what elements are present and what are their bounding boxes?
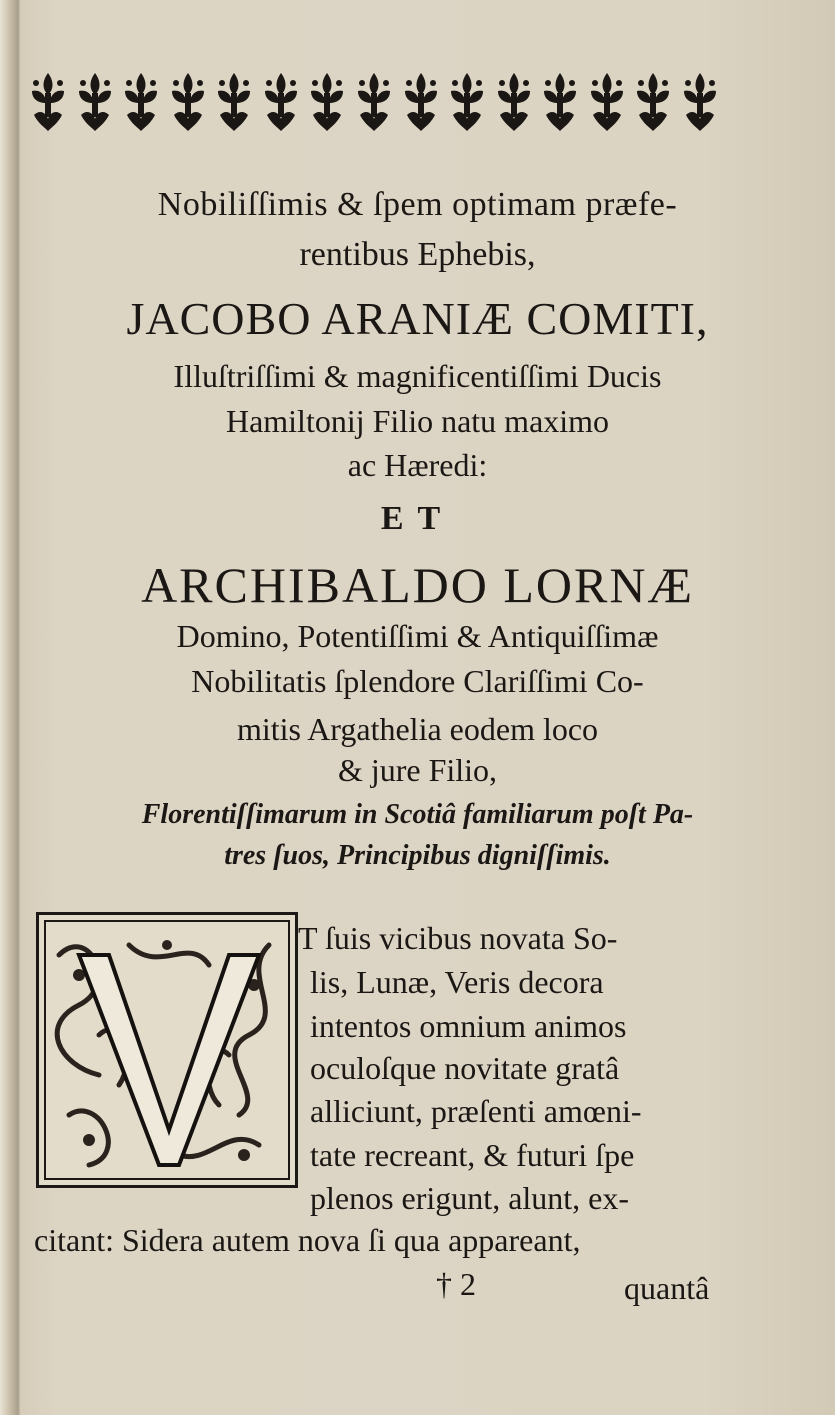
body-line-7: plenos erigunt, alunt, ex- bbox=[310, 1180, 630, 1216]
dedication-line-2: rentibus Ephebis, bbox=[299, 236, 536, 273]
body-line-8: citant: Sidera autem nova ſi qua appareant, bbox=[34, 1222, 581, 1258]
foliage-ornament-icon bbox=[39, 915, 295, 1185]
fleuron-icon bbox=[633, 71, 673, 133]
fleuron-icon bbox=[447, 71, 487, 133]
fleuron-icon bbox=[401, 71, 441, 133]
initial-letter: V bbox=[39, 915, 40, 916]
body-line-5: alliciunt, præſenti amœni- bbox=[310, 1093, 642, 1129]
fleuron-icon bbox=[28, 71, 68, 133]
dedication-conjunction: ET bbox=[380, 500, 455, 537]
body-line-4: oculoſque novitate gratâ bbox=[310, 1050, 620, 1086]
dedication-line-6: ac Hæredi: bbox=[347, 447, 488, 483]
fleuron-icon bbox=[680, 71, 720, 133]
fleuron-icon bbox=[75, 71, 115, 133]
decorated-initial bbox=[36, 912, 298, 1188]
dedication-line-9: Domino, Potentiſſimi & Antiquiſſimæ bbox=[176, 618, 659, 654]
dedication-line-13: Florentiſſimarum in Scotiâ familiarum poſt Pa- bbox=[141, 799, 694, 830]
dedication-line-12: & jure Filio, bbox=[337, 752, 498, 788]
dedicatee-name-2: ARCHIBALDO LORNÆ bbox=[141, 557, 694, 613]
dedication-line-11: mitis Argathelia eodem loco bbox=[236, 711, 599, 747]
body-line-1: T ſuis vicibus novata So- bbox=[298, 920, 618, 956]
fleuron-icon bbox=[494, 71, 534, 133]
dedication-line-5: Hamiltonij Filio natu maximo bbox=[225, 403, 610, 439]
dedication-line-14: tres ſuos, Principibus digniſſimis. bbox=[224, 840, 611, 871]
fleuron-icon bbox=[587, 71, 627, 133]
ornamental-headband bbox=[28, 70, 720, 134]
dedication-line-4: Illuſtriſſimi & magnificentiſſimi Ducis bbox=[173, 358, 662, 394]
fleuron-icon bbox=[214, 71, 254, 133]
dedication-line-1: Nobiliſſimis & ſpem optimam præfe- bbox=[157, 186, 678, 223]
body-line-2: lis, Lunæ, Veris decora bbox=[310, 964, 604, 1000]
fleuron-icon bbox=[354, 71, 394, 133]
body-line-6: tate recreant, & futuri ſpe bbox=[310, 1137, 635, 1173]
fleuron-icon bbox=[540, 71, 580, 133]
signature-mark: † 2 bbox=[436, 1266, 476, 1302]
dedication-line-10: Nobilitatis ſplendore Clariſſimi Co- bbox=[191, 663, 644, 699]
fleuron-icon bbox=[261, 71, 301, 133]
fleuron-icon bbox=[121, 71, 161, 133]
dedicatee-name-1: JACOBO ARANIÆ COMITI, bbox=[126, 293, 709, 344]
fleuron-icon bbox=[168, 71, 208, 133]
fleuron-icon bbox=[307, 71, 347, 133]
body-line-3: intentos omnium animos bbox=[310, 1008, 627, 1044]
catchword: quantâ bbox=[624, 1270, 710, 1306]
